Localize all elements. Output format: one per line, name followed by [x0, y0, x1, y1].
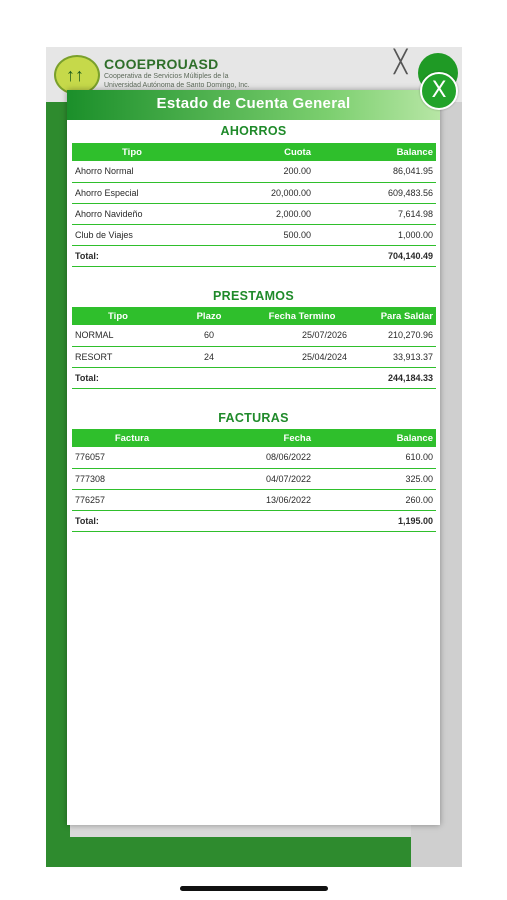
total-row — [72, 367, 436, 388]
column-header-factura: Factura — [72, 429, 192, 447]
brand-subtitle-line2: Universidad Autónoma de Santo Domingo, Inc. — [104, 82, 250, 89]
column-header-cuota: Cuota — [192, 143, 314, 161]
factura-balance: 610.00 — [314, 447, 436, 468]
cooperative-logo — [54, 55, 100, 95]
table-row — [72, 161, 436, 182]
modal-title: Estado de Cuenta General — [156, 95, 351, 112]
close-modal-button[interactable] — [420, 72, 458, 110]
empty-cell — [192, 510, 314, 531]
prestamo-saldar: 210,270.96 — [350, 325, 436, 346]
background-footer — [46, 837, 411, 867]
ahorro-balance: 7,614.98 — [314, 203, 436, 224]
prestamos-total-value: 244,184.33 — [350, 367, 436, 388]
factura-fecha: 08/06/2022 — [192, 447, 314, 468]
empty-cell — [192, 245, 314, 266]
factura-balance: 325.00 — [314, 468, 436, 489]
prestamo-fecha: 25/04/2024 — [254, 346, 350, 367]
prestamo-tipo: RESORT — [72, 346, 164, 367]
ahorro-balance: 86,041.95 — [314, 161, 436, 182]
prestamo-plazo: 60 — [164, 325, 254, 346]
facturas-table — [72, 429, 436, 532]
ahorro-cuota: 500.00 — [192, 224, 314, 245]
prestamo-plazo: 24 — [164, 346, 254, 367]
ahorro-cuota: 20,000.00 — [192, 182, 314, 203]
table-row — [72, 224, 436, 245]
facturas-header-row — [72, 429, 436, 447]
table-row — [72, 182, 436, 203]
table-row — [72, 468, 436, 489]
background-close-icon[interactable]: ╳ — [394, 50, 408, 75]
column-header-fecha: Fecha — [192, 429, 314, 447]
table-row — [72, 325, 436, 346]
prestamos-title: PRESTAMOS — [213, 289, 294, 303]
ahorro-tipo: Ahorro Navideño — [72, 203, 192, 224]
ahorro-tipo: Club de Viajes — [72, 224, 192, 245]
column-header-balance: Balance — [314, 143, 436, 161]
ahorros-table — [72, 143, 436, 267]
column-header-tipo: Tipo — [72, 143, 192, 161]
prestamos-table — [72, 307, 436, 389]
total-label: Total: — [72, 510, 192, 531]
factura-balance: 260.00 — [314, 489, 436, 510]
ahorro-balance: 1,000.00 — [314, 224, 436, 245]
factura-fecha: 13/06/2022 — [192, 489, 314, 510]
column-header-tipo: Tipo — [72, 307, 164, 325]
ahorro-tipo: Ahorro Normal — [72, 161, 192, 182]
column-header-fecha-termino: Fecha Termino — [254, 307, 350, 325]
prestamo-saldar: 33,913.37 — [350, 346, 436, 367]
logo-arrows-icon: ↑↑ — [66, 65, 84, 85]
factura-numero: 777308 — [72, 468, 192, 489]
prestamo-fecha: 25/07/2026 — [254, 325, 350, 346]
factura-numero: 776257 — [72, 489, 192, 510]
home-indicator[interactable] — [180, 886, 328, 891]
total-row — [72, 510, 436, 531]
brand-subtitle-line1: Cooperativa de Servicios Múltiples de la — [104, 73, 229, 80]
close-icon: X — [431, 78, 447, 103]
empty-cell — [164, 367, 254, 388]
table-row — [72, 346, 436, 367]
ahorros-header-row — [72, 143, 436, 161]
column-header-balance: Balance — [314, 429, 436, 447]
column-header-plazo: Plazo — [164, 307, 254, 325]
empty-cell — [254, 367, 350, 388]
facturas-total-value: 1,195.00 — [314, 510, 436, 531]
column-header-para-saldar: Para Saldar — [350, 307, 436, 325]
table-row — [72, 447, 436, 468]
table-row — [72, 203, 436, 224]
factura-numero: 776057 — [72, 447, 192, 468]
ahorros-total-value: 704,140.49 — [314, 245, 436, 266]
account-statement-modal — [67, 90, 440, 825]
total-row — [72, 245, 436, 266]
prestamo-tipo: NORMAL — [72, 325, 164, 346]
ahorro-tipo: Ahorro Especial — [72, 182, 192, 203]
ahorro-balance: 609,483.56 — [314, 182, 436, 203]
factura-fecha: 04/07/2022 — [192, 468, 314, 489]
total-label: Total: — [72, 245, 192, 266]
table-row — [72, 489, 436, 510]
total-label: Total: — [72, 367, 164, 388]
ahorro-cuota: 2,000.00 — [192, 203, 314, 224]
prestamos-header-row — [72, 307, 436, 325]
ahorros-title: AHORROS — [220, 124, 287, 138]
facturas-title: FACTURAS — [218, 411, 289, 425]
brand-title: COOEPROUASD — [104, 56, 219, 72]
modal-header — [67, 90, 440, 120]
ahorro-cuota: 200.00 — [192, 161, 314, 182]
